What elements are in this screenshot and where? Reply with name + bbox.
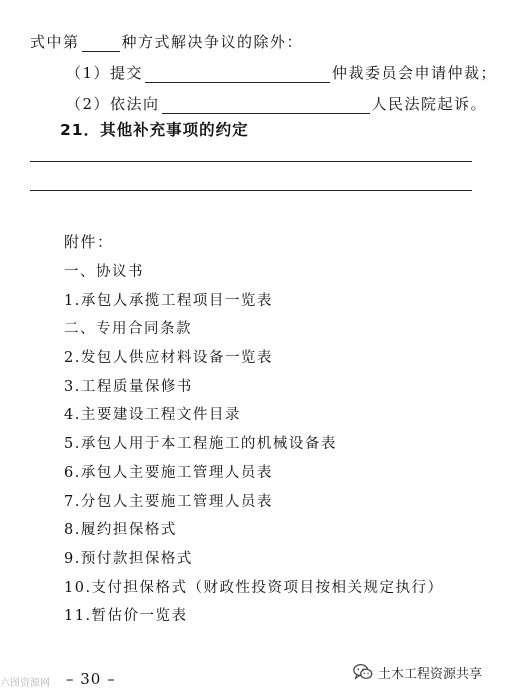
clause-option-1 [66,63,497,83]
option-1-prefix: （1）提交 [66,64,144,82]
clause-line-1 [30,32,303,52]
attachment-item: 10.支付担保格式（财政性投资项目按相关规定执行） [64,579,444,596]
attachments-title: 附件： [64,233,114,251]
wechat-account-name: 土木工程资源共享 [378,666,483,682]
blank-arbitration-committee [145,68,330,83]
attachment-item: 4.主要建设工程文件目录 [64,407,241,424]
wechat-icon [352,661,374,683]
page-number: – 30 – [66,670,116,688]
attachment-item: 1.承包人承揽工程项目一览表 [64,292,273,309]
attachment-item: 5.承包人用于本工程施工的机械设备表 [64,436,337,453]
clause-option-2 [66,94,487,114]
clause-line-1-suffix: 种方式解决争议的除外： [121,33,304,51]
blank-method-number [82,37,120,52]
attachment-item: 11.暂估价一览表 [64,608,188,625]
attachment-item: 6.承包人主要施工管理人员表 [64,464,273,481]
option-2-suffix: 人民法院起诉。 [371,95,488,113]
blank-people-court [162,99,370,114]
option-2-prefix: （2）依法向 [66,95,160,113]
blank-line-2 [30,190,472,191]
attachment-item: 3.工程质量保修书 [64,378,193,395]
wechat-account-badge[interactable] [352,661,482,683]
attachment-item: 8.履约担保格式 [64,522,177,539]
attachment-item: 9.预付款担保格式 [64,550,193,567]
attachment-item: 二、专用合同条款 [64,321,192,338]
attachment-item: 2.发包人供应材料设备一览表 [64,350,273,367]
watermark-left: 六图资源网 [0,678,50,689]
attachment-item: 一、协议书 [64,264,144,280]
section-21-title: 21．其他补充事项的约定 [60,121,249,139]
blank-line-1 [30,161,472,162]
option-1-suffix: 仲裁委员会申请仲裁； [332,64,498,82]
attachment-item: 7.分包人主要施工管理人员表 [64,493,273,510]
attachments-list [64,262,444,635]
clause-line-1-prefix: 式中第 [30,33,80,51]
